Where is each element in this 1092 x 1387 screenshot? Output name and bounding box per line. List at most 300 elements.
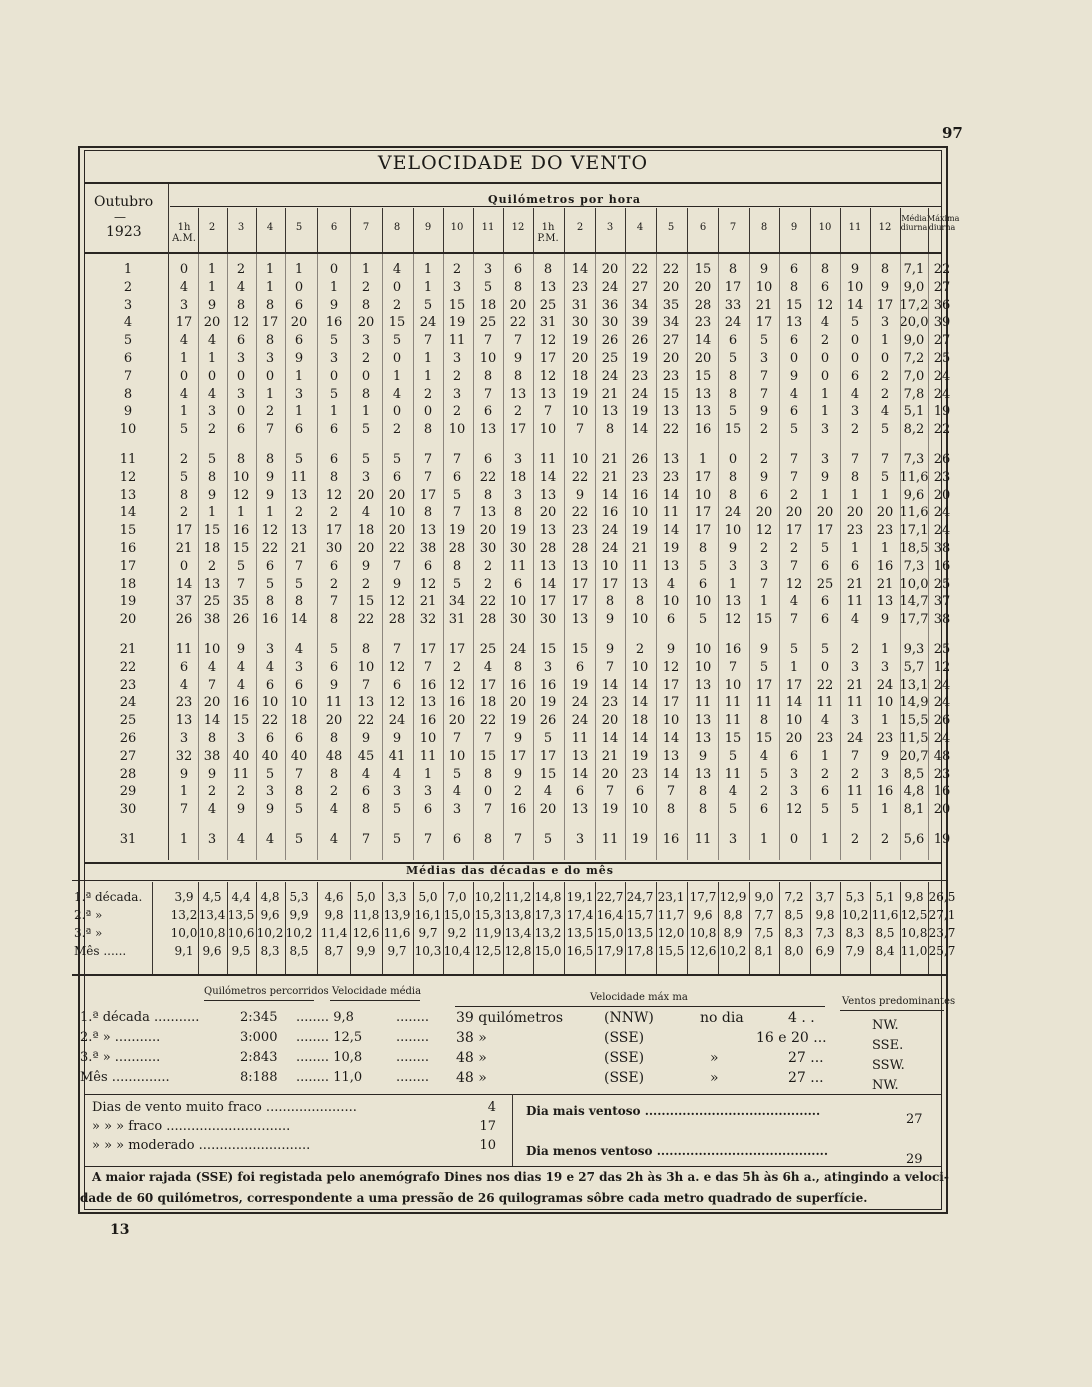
hour-header-cell: 2 bbox=[208, 222, 216, 233]
hourly-value-cell: 26 bbox=[175, 612, 193, 628]
hourly-value-cell: 4 bbox=[728, 784, 738, 800]
hourly-value-cell: 4 bbox=[483, 659, 493, 675]
hourly-value-cell: 3 bbox=[294, 386, 304, 402]
hourly-value-cell: 4 bbox=[392, 262, 402, 277]
hourly-value-cell: 40 bbox=[290, 748, 308, 764]
hour-header-cell: 1h A.M. bbox=[172, 222, 196, 244]
hourly-value-cell: 37 bbox=[175, 594, 193, 610]
hourly-value-cell: 6 bbox=[820, 279, 830, 295]
hourly-value-cell: 5 bbox=[392, 333, 402, 349]
hourly-value-cell: 22 bbox=[509, 315, 527, 331]
hourly-value-cell: 22 bbox=[479, 469, 497, 485]
means-value-cell: 12,9 bbox=[719, 890, 747, 904]
hourly-value-cell: 8 bbox=[605, 594, 615, 610]
hourly-value-cell: 5 bbox=[392, 452, 402, 467]
day-label: 22 bbox=[119, 659, 137, 675]
hourly-value-cell: 23 bbox=[694, 315, 712, 331]
hourly-value-cell: 7 bbox=[880, 452, 890, 467]
hourly-value-cell: 26 bbox=[601, 333, 619, 349]
hourly-value-cell: 0 bbox=[392, 279, 402, 295]
day-label: 20 bbox=[119, 612, 137, 628]
hourly-value-cell: 10 bbox=[694, 487, 712, 503]
hourly-value-cell: 7 bbox=[759, 576, 769, 592]
hourly-value-cell: 20 bbox=[509, 297, 527, 313]
hourly-value-cell: 1 bbox=[265, 262, 275, 277]
hourly-value-cell: 10 bbox=[631, 612, 649, 628]
means-value-cell: 9,2 bbox=[447, 926, 467, 940]
hourly-value-cell: 1 bbox=[423, 351, 433, 366]
hourly-value-cell: 6 bbox=[236, 333, 246, 349]
hourly-value-cell: 3 bbox=[850, 404, 860, 420]
hourly-value-cell: 0 bbox=[850, 351, 860, 366]
hourly-value-cell: 11,6 bbox=[899, 505, 929, 521]
hourly-value-cell: 14 bbox=[631, 422, 649, 438]
hour-header-cell: 7 bbox=[729, 222, 737, 233]
hour-header-cell: 11 bbox=[848, 222, 862, 233]
hourly-value-cell: 16 bbox=[232, 523, 250, 539]
means-value-cell: 23,7 bbox=[928, 926, 956, 940]
hourly-value-cell: 22 bbox=[816, 677, 834, 693]
hourly-value-cell: 6 bbox=[820, 594, 830, 610]
hourly-value-cell: 9 bbox=[207, 487, 217, 503]
hourly-value-cell: 3 bbox=[265, 642, 275, 657]
hourly-value-cell: 9 bbox=[759, 404, 769, 420]
hourly-value-cell: 5 bbox=[207, 452, 217, 467]
hourly-value-cell: 9 bbox=[605, 612, 615, 628]
hourly-value-cell: 0 bbox=[207, 368, 217, 384]
hourly-value-cell: 9 bbox=[575, 487, 585, 503]
summary-day: 27 ... bbox=[788, 1050, 824, 1066]
hourly-value-cell: 11 bbox=[631, 558, 649, 574]
page-number: 97 bbox=[942, 124, 963, 142]
means-value-cell: 5,3 bbox=[845, 890, 865, 904]
means-value-cell: 10,2 bbox=[841, 908, 869, 922]
hourly-value-cell: 34 bbox=[631, 297, 649, 313]
hourly-value-cell: 4 bbox=[850, 612, 860, 628]
means-value-cell: 8,5 bbox=[289, 944, 309, 958]
hourly-value-cell: 19 bbox=[539, 695, 557, 711]
hourly-value-cell: 28 bbox=[448, 541, 466, 556]
hourly-value-cell: 4 bbox=[236, 677, 246, 693]
hourly-value-cell: 6 bbox=[236, 422, 246, 438]
hourly-value-cell: 9 bbox=[513, 351, 523, 366]
hourly-value-cell: 13 bbox=[601, 404, 619, 420]
hourly-value-cell: 9,0 bbox=[903, 333, 925, 349]
days-stat-value: 4 bbox=[487, 1100, 496, 1115]
hourly-value-cell: 24 bbox=[933, 731, 951, 746]
means-value-cell: 16,5 bbox=[566, 944, 594, 958]
means-value-cell: 27,1 bbox=[928, 908, 956, 922]
hourly-value-cell: 0 bbox=[820, 368, 830, 384]
hourly-value-cell: 3 bbox=[575, 832, 585, 847]
hourly-value-cell: 1 bbox=[207, 279, 217, 295]
means-value-cell: 13,5 bbox=[626, 926, 654, 940]
hourly-value-cell: 9,0 bbox=[903, 279, 925, 295]
hourly-value-cell: 7 bbox=[483, 386, 493, 402]
hourly-value-cell: 7 bbox=[452, 505, 462, 521]
hourly-value-cell: 30 bbox=[479, 541, 497, 556]
hourly-value-cell: 7 bbox=[728, 659, 738, 675]
hourly-value-cell: 17 bbox=[419, 642, 437, 657]
hourly-value-cell: 30 bbox=[509, 612, 527, 628]
hourly-value-cell: 39 bbox=[933, 315, 951, 331]
hourly-value-cell: 0 bbox=[179, 368, 189, 384]
hourly-value-cell: 2 bbox=[850, 766, 860, 782]
hourly-value-cell: 9 bbox=[513, 731, 523, 746]
day-label: 10 bbox=[119, 422, 137, 438]
hourly-value-cell: 10 bbox=[631, 659, 649, 675]
hourly-value-cell: 14,9 bbox=[899, 695, 929, 711]
hourly-value-cell: 17 bbox=[509, 422, 527, 438]
summary-no-dia: » bbox=[710, 1050, 719, 1066]
hourly-value-cell: 10 bbox=[448, 748, 466, 764]
means-value-cell: 17,8 bbox=[626, 944, 654, 958]
means-value-cell: 13,4 bbox=[504, 926, 532, 940]
hourly-value-cell: 8 bbox=[265, 333, 275, 349]
hourly-value-cell: 2 bbox=[880, 386, 890, 402]
hourly-value-cell: 21 bbox=[601, 452, 619, 467]
hourly-value-cell: 8 bbox=[361, 802, 371, 818]
hourly-value-cell: 1 bbox=[236, 505, 246, 521]
summary-day: 4 . . bbox=[788, 1010, 815, 1026]
hourly-value-cell: 22 bbox=[357, 612, 375, 628]
header-dash: — bbox=[114, 210, 126, 224]
hourly-value-cell: 20,7 bbox=[899, 748, 929, 764]
hourly-value-cell: 18 bbox=[357, 523, 375, 539]
hourly-value-cell: 1 bbox=[820, 404, 830, 420]
hourly-value-cell: 3 bbox=[392, 784, 402, 800]
hourly-value-cell: 20 bbox=[694, 351, 712, 366]
hourly-value-cell: 18 bbox=[479, 297, 497, 313]
hourly-value-cell: 4,8 bbox=[903, 784, 925, 800]
day-label: 19 bbox=[119, 594, 137, 610]
hourly-value-cell: 14 bbox=[785, 695, 803, 711]
hourly-value-cell: 3 bbox=[850, 713, 860, 729]
hourly-value-cell: 0 bbox=[423, 404, 433, 420]
hourly-value-cell: 6 bbox=[789, 262, 799, 277]
hourly-value-cell: 5 bbox=[728, 351, 738, 366]
hourly-value-cell: 9 bbox=[265, 802, 275, 818]
summary-predominant-wind: NW. bbox=[872, 1078, 899, 1093]
hourly-value-cell: 13 bbox=[785, 315, 803, 331]
hourly-value-cell: 6 bbox=[789, 333, 799, 349]
hourly-value-cell: 2 bbox=[329, 505, 339, 521]
means-row-label: 3.ª » bbox=[74, 926, 103, 940]
hourly-value-cell: 15 bbox=[571, 642, 589, 657]
means-value-cell: 3,9 bbox=[174, 890, 194, 904]
hourly-value-cell: 10 bbox=[846, 279, 864, 295]
day-label: 29 bbox=[119, 784, 137, 800]
hourly-value-cell: 35 bbox=[662, 297, 680, 313]
hourly-value-cell: 13 bbox=[662, 452, 680, 467]
hourly-value-cell: 36 bbox=[933, 297, 951, 313]
hourly-value-cell: 16 bbox=[876, 558, 894, 574]
hourly-value-cell: 5 bbox=[698, 612, 708, 628]
hourly-value-cell: 5 bbox=[294, 832, 304, 847]
summary-day: 16 e 20 ... bbox=[756, 1030, 827, 1046]
hourly-value-cell: 10 bbox=[261, 695, 279, 711]
hourly-value-cell: 5 bbox=[392, 832, 402, 847]
hourly-value-cell: 3 bbox=[361, 469, 371, 485]
hourly-value-cell: 3 bbox=[236, 731, 246, 746]
hourly-value-cell: 5 bbox=[543, 731, 553, 746]
day-label: 12 bbox=[119, 469, 137, 485]
hourly-value-cell: 14 bbox=[846, 297, 864, 313]
hourly-value-cell: 0 bbox=[392, 404, 402, 420]
hourly-value-cell: 12 bbox=[933, 659, 951, 675]
means-value-cell: 10,8 bbox=[689, 926, 717, 940]
means-value-cell: 7,9 bbox=[845, 944, 865, 958]
hourly-value-cell: 12 bbox=[539, 333, 557, 349]
hourly-value-cell: 6 bbox=[294, 677, 304, 693]
hourly-value-cell: 12 bbox=[261, 523, 279, 539]
hourly-value-cell: 11 bbox=[509, 558, 527, 574]
hourly-value-cell: 24 bbox=[601, 368, 619, 384]
hourly-value-cell: 36 bbox=[601, 297, 619, 313]
hourly-value-cell: 10 bbox=[539, 422, 557, 438]
hourly-value-cell: 3 bbox=[179, 297, 189, 313]
hourly-value-cell: 10 bbox=[631, 802, 649, 818]
means-value-cell: 10,6 bbox=[227, 926, 255, 940]
hourly-value-cell: 3 bbox=[880, 659, 890, 675]
hourly-value-cell: 8 bbox=[329, 469, 339, 485]
hourly-value-cell: 24 bbox=[724, 505, 742, 521]
hourly-value-cell: 18 bbox=[509, 469, 527, 485]
hourly-value-cell: 3 bbox=[329, 351, 339, 366]
hourly-value-cell: 24 bbox=[933, 677, 951, 693]
hourly-value-cell: 0 bbox=[850, 333, 860, 349]
hourly-value-cell: 5,6 bbox=[903, 832, 925, 847]
hourly-value-cell: 23 bbox=[662, 469, 680, 485]
hourly-value-cell: 16 bbox=[419, 677, 437, 693]
hourly-value-cell: 11 bbox=[571, 731, 589, 746]
note-line-1: A maior rajada (SSE) foi registada pelo anemógrafo Dines nos dias 19 e 27 das 2h às 3h a. e das 5h às 6h a., atingindo a veloci- bbox=[92, 1170, 949, 1184]
hourly-value-cell: 15 bbox=[724, 422, 742, 438]
means-value-cell: 8,3 bbox=[784, 926, 804, 940]
means-value-cell: 10,2 bbox=[719, 944, 747, 958]
hourly-value-cell: 20 bbox=[785, 731, 803, 746]
hourly-value-cell: 5 bbox=[698, 558, 708, 574]
means-value-cell: 13,2 bbox=[170, 908, 198, 922]
hourly-value-cell: 9 bbox=[850, 262, 860, 277]
hourly-value-cell: 8 bbox=[483, 368, 493, 384]
hourly-value-cell: 6 bbox=[850, 558, 860, 574]
hourly-value-cell: 19 bbox=[571, 333, 589, 349]
hourly-value-cell: 0 bbox=[329, 368, 339, 384]
hourly-value-cell: 7 bbox=[423, 659, 433, 675]
summary-max-direction: (SSE) bbox=[604, 1030, 645, 1046]
hourly-value-cell: 7,3 bbox=[903, 452, 925, 467]
hourly-value-cell: 10 bbox=[571, 404, 589, 420]
hourly-value-cell: 17 bbox=[571, 594, 589, 610]
hourly-value-cell: 20 bbox=[933, 487, 951, 503]
hourly-value-cell: 1 bbox=[880, 642, 890, 657]
hourly-value-cell: 21 bbox=[601, 748, 619, 764]
hourly-value-cell: 22 bbox=[662, 422, 680, 438]
hourly-value-cell: 1 bbox=[423, 368, 433, 384]
hourly-value-cell: 8 bbox=[698, 802, 708, 818]
hourly-value-cell: 5 bbox=[452, 487, 462, 503]
hourly-value-cell: 13 bbox=[539, 487, 557, 503]
hourly-value-cell: 25 bbox=[933, 351, 951, 366]
hourly-value-cell: 0 bbox=[179, 262, 189, 277]
hourly-value-cell: 4 bbox=[820, 315, 830, 331]
hourly-value-cell: 3 bbox=[850, 659, 860, 675]
hourly-value-cell: 9 bbox=[880, 279, 890, 295]
hourly-value-cell: 11 bbox=[755, 695, 773, 711]
hourly-value-cell: 5 bbox=[820, 802, 830, 818]
hourly-value-cell: 5 bbox=[294, 802, 304, 818]
hourly-value-cell: 7 bbox=[294, 766, 304, 782]
hourly-value-cell: 1 bbox=[361, 404, 371, 420]
hourly-value-cell: 24 bbox=[933, 523, 951, 539]
hourly-value-cell: 10 bbox=[388, 505, 406, 521]
summary-dots: ........ bbox=[396, 1070, 430, 1085]
hourly-value-cell: 13 bbox=[479, 422, 497, 438]
hourly-value-cell: 13 bbox=[694, 766, 712, 782]
hourly-value-cell: 0 bbox=[329, 262, 339, 277]
hourly-value-cell: 8 bbox=[605, 422, 615, 438]
means-value-cell: 9,0 bbox=[754, 890, 774, 904]
hourly-value-cell: 25 bbox=[479, 642, 497, 657]
hourly-value-cell: 2 bbox=[789, 487, 799, 503]
hourly-value-cell: 4 bbox=[179, 386, 189, 402]
hourly-value-cell: 11 bbox=[662, 505, 680, 521]
hourly-value-cell: 9,6 bbox=[903, 487, 925, 503]
hourly-value-cell: 17 bbox=[419, 487, 437, 503]
hourly-value-cell: 6 bbox=[392, 469, 402, 485]
hourly-value-cell: 25 bbox=[816, 576, 834, 592]
day-label: 11 bbox=[119, 452, 137, 467]
hourly-value-cell: 8 bbox=[728, 368, 738, 384]
hourly-value-cell: 17,1 bbox=[899, 523, 929, 539]
hourly-value-cell: 1 bbox=[329, 279, 339, 295]
hourly-value-cell: 6 bbox=[850, 368, 860, 384]
hourly-value-cell: 11 bbox=[601, 832, 619, 847]
hourly-value-cell: 4 bbox=[361, 505, 371, 521]
hourly-value-cell: 27 bbox=[933, 333, 951, 349]
hourly-value-cell: 24 bbox=[724, 315, 742, 331]
hourly-value-cell: 5 bbox=[880, 469, 890, 485]
day-label: 8 bbox=[123, 386, 133, 402]
means-value-cell: 17,9 bbox=[596, 944, 624, 958]
hourly-value-cell: 11 bbox=[724, 695, 742, 711]
summary-col-max: Velocidade máx ma bbox=[590, 992, 688, 1003]
hourly-value-cell: 20 bbox=[325, 713, 343, 729]
hourly-value-cell: 5 bbox=[728, 748, 738, 764]
means-value-cell: 10,3 bbox=[414, 944, 442, 958]
hourly-value-cell: 12 bbox=[419, 576, 437, 592]
hourly-value-cell: 13 bbox=[419, 523, 437, 539]
means-value-cell: 13,2 bbox=[534, 926, 562, 940]
hourly-value-cell: 3 bbox=[759, 351, 769, 366]
hourly-value-cell: 38 bbox=[933, 541, 951, 556]
summary-max-value: 48 » bbox=[456, 1070, 487, 1086]
hourly-value-cell: 15 bbox=[448, 297, 466, 313]
hourly-value-cell: 10 bbox=[694, 594, 712, 610]
means-value-cell: 9,9 bbox=[289, 908, 309, 922]
hour-header-cell: Média diurna bbox=[900, 214, 928, 232]
hourly-value-cell: 20 bbox=[357, 541, 375, 556]
means-value-cell: 10,2 bbox=[285, 926, 313, 940]
hourly-value-cell: 6 bbox=[294, 333, 304, 349]
hourly-value-cell: 25 bbox=[539, 297, 557, 313]
day-label: 21 bbox=[119, 642, 137, 657]
hourly-value-cell: 5 bbox=[759, 766, 769, 782]
hour-header-cell: 10 bbox=[818, 222, 832, 233]
hourly-value-cell: 4 bbox=[207, 333, 217, 349]
hourly-value-cell: 2 bbox=[820, 333, 830, 349]
hourly-value-cell: 13 bbox=[694, 386, 712, 402]
hourly-value-cell: 7,1 bbox=[903, 262, 925, 277]
hourly-value-cell: 9 bbox=[361, 731, 371, 746]
hourly-value-cell: 3 bbox=[789, 766, 799, 782]
hourly-value-cell: 19 bbox=[631, 748, 649, 764]
day-label: 13 bbox=[119, 487, 137, 503]
hourly-value-cell: 1 bbox=[294, 368, 304, 384]
hourly-value-cell: 23 bbox=[631, 368, 649, 384]
hourly-value-cell: 11 bbox=[694, 695, 712, 711]
hourly-value-cell: 14 bbox=[175, 576, 193, 592]
hourly-value-cell: 6 bbox=[789, 404, 799, 420]
means-value-cell: 5,1 bbox=[875, 890, 895, 904]
hourly-value-cell: 28 bbox=[571, 541, 589, 556]
hourly-value-cell: 2 bbox=[361, 351, 371, 366]
hourly-value-cell: 38 bbox=[933, 612, 951, 628]
day-label: 5 bbox=[123, 333, 133, 349]
hourly-value-cell: 9 bbox=[789, 368, 799, 384]
hourly-value-cell: 6 bbox=[361, 784, 371, 800]
hourly-value-cell: 10 bbox=[662, 713, 680, 729]
hourly-value-cell: 14 bbox=[631, 695, 649, 711]
hourly-value-cell: 16 bbox=[876, 784, 894, 800]
hourly-value-cell: 17 bbox=[724, 279, 742, 295]
hourly-value-cell: 15 bbox=[203, 523, 221, 539]
hourly-value-cell: 30 bbox=[539, 612, 557, 628]
means-value-cell: 17,3 bbox=[534, 908, 562, 922]
day-label: 4 bbox=[123, 315, 133, 331]
hourly-value-cell: 4 bbox=[666, 576, 676, 592]
hourly-value-cell: 8 bbox=[423, 422, 433, 438]
means-value-cell: 26,5 bbox=[928, 890, 956, 904]
hourly-value-cell: 4 bbox=[207, 802, 217, 818]
hourly-value-cell: 7 bbox=[423, 452, 433, 467]
hourly-value-cell: 2 bbox=[483, 576, 493, 592]
summary-max-direction: (SSE) bbox=[604, 1070, 645, 1086]
hourly-value-cell: 4 bbox=[236, 659, 246, 675]
means-value-cell: 8,1 bbox=[754, 944, 774, 958]
hourly-value-cell: 0 bbox=[392, 351, 402, 366]
hourly-value-cell: 10 bbox=[694, 659, 712, 675]
day-label: 7 bbox=[123, 368, 133, 384]
hourly-value-cell: 1 bbox=[207, 505, 217, 521]
least-windy-value: 29 bbox=[906, 1152, 923, 1167]
hourly-value-cell: 25 bbox=[933, 576, 951, 592]
hourly-value-cell: 2 bbox=[483, 558, 493, 574]
means-value-cell: 9,6 bbox=[260, 908, 280, 922]
hourly-value-cell: 17 bbox=[876, 297, 894, 313]
summary-dots: ........ bbox=[396, 1050, 430, 1065]
hourly-value-cell: 13 bbox=[694, 731, 712, 746]
hourly-value-cell: 2 bbox=[880, 832, 890, 847]
hourly-value-cell: 17 bbox=[571, 576, 589, 592]
hourly-value-cell: 12 bbox=[724, 612, 742, 628]
means-value-cell: 8,9 bbox=[723, 926, 743, 940]
hourly-value-cell: 20,0 bbox=[899, 315, 929, 331]
hourly-value-cell: 27 bbox=[662, 333, 680, 349]
hourly-value-cell: 6 bbox=[265, 731, 275, 746]
hourly-value-cell: 5 bbox=[759, 659, 769, 675]
